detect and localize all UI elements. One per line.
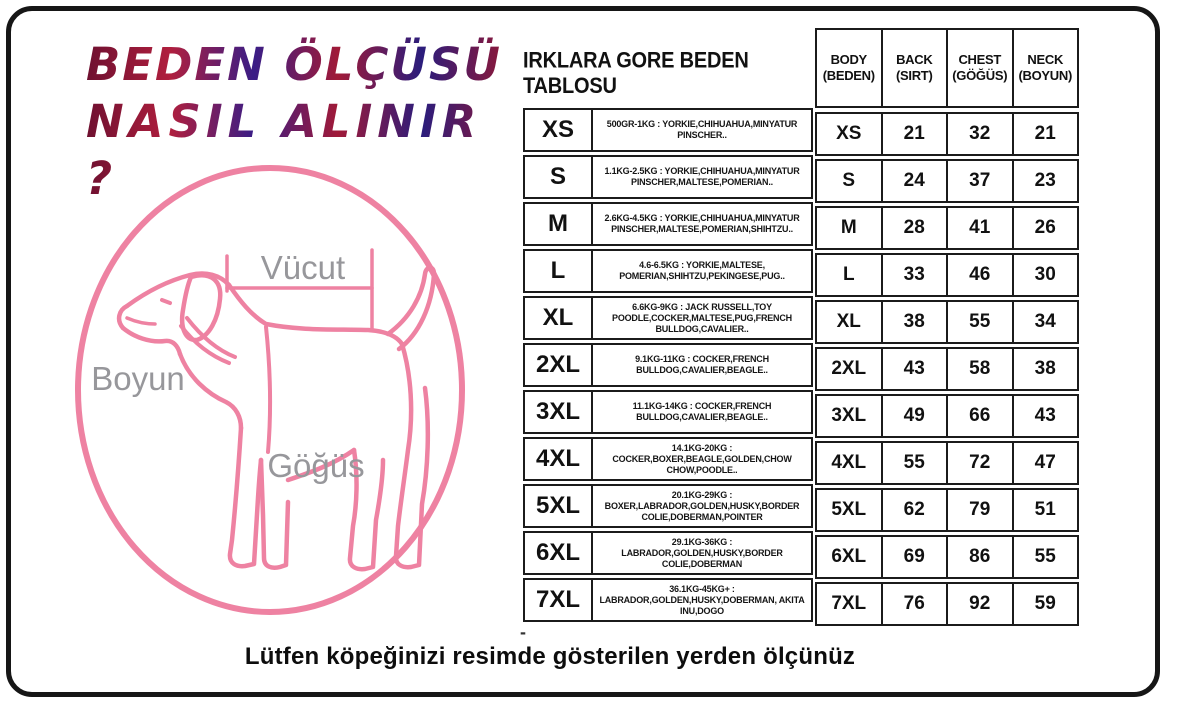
footer-instruction: Lütfen köpeğinizi resimde gösterilen yerden ölçünüz (244, 643, 856, 670)
breed-size-cell: M (525, 204, 593, 244)
back-cell: 28 (883, 208, 949, 248)
size-cell: XL (817, 302, 883, 342)
breed-desc-cell: 9.1KG-11KG : COCKER,FRENCH BULLDOG,CAVALIER,BEAGLE.. (635, 354, 769, 375)
chest-cell: 37 (948, 161, 1014, 201)
measure-row-2xl (815, 347, 1079, 391)
size-cell: M (817, 208, 883, 248)
measure-row-4xl (815, 441, 1079, 485)
size-cell: XS (817, 114, 883, 154)
breed-size-cell: 2XL (525, 345, 593, 385)
col-header-chest: CHEST (GÖĞÜS) (948, 30, 1014, 106)
size-cell: S (817, 161, 883, 201)
measurement-table-header (815, 28, 1079, 108)
measure-row-l (815, 253, 1079, 297)
breed-size-table (523, 46, 813, 625)
measure-row-xl (815, 300, 1079, 344)
chest-cell: 41 (948, 208, 1014, 248)
back-cell: 43 (883, 349, 949, 389)
breed-desc-cell: 14.1KG-20KG : COCKER,BOXER,BEAGLE,GOLDEN,CHOW CHOW,POODLE.. (612, 442, 792, 475)
neck-cell: 23 (1034, 170, 1056, 191)
neck-cell: 59 (1034, 593, 1056, 614)
breed-table-row-2xl (523, 343, 813, 387)
size-cell: 4XL (817, 443, 883, 483)
breed-table-row-xl (523, 296, 813, 340)
back-cell: 62 (883, 490, 949, 530)
neck-cell: 38 (1034, 358, 1056, 379)
breed-size-cell: L (525, 251, 593, 291)
breed-table-row-7xl (523, 578, 813, 622)
measure-row-7xl (815, 582, 1079, 626)
chest-cell: 32 (948, 114, 1014, 154)
breed-size-cell: S (525, 157, 593, 197)
measure-row-m (815, 206, 1079, 250)
measure-row-3xl (815, 394, 1079, 438)
chest-cell: 66 (948, 396, 1014, 436)
breed-table-row-s (523, 155, 813, 199)
neck-cell: 43 (1034, 405, 1056, 426)
measurement-table (815, 28, 1079, 629)
breed-desc-cell: 1.1KG-2.5KG : YORKIE,CHIHUAHUA,MINYATUR PINSCHER,MALTESE,POMERIAN.. (604, 166, 800, 187)
page-title-line2: NASIL ALINIR ? (86, 93, 506, 207)
neck-cell: 30 (1034, 264, 1056, 285)
col-header-back: BACK (SIRT) (883, 30, 949, 106)
back-cell: 24 (883, 161, 949, 201)
label-chest: Göğüs (267, 447, 365, 484)
breed-desc-cell: 6.6KG-9KG : JACK RUSSELL,TOY POODLE,COCKER,MALTESE,PUG,FRENCH BULLDOG,CAVALIER.. (612, 301, 792, 334)
back-cell: 21 (883, 114, 949, 154)
back-cell: 76 (883, 584, 949, 624)
breed-table-row-6xl (523, 531, 813, 575)
chest-cell: 55 (948, 302, 1014, 342)
breed-size-cell: 6XL (525, 533, 593, 573)
chest-cell: 58 (948, 349, 1014, 389)
neck-cell: 51 (1034, 499, 1056, 520)
col-header-body: BODY (BEDEN) (817, 30, 883, 106)
dog-outline-icon (119, 268, 434, 570)
label-neck: Boyun (91, 360, 185, 397)
breed-desc-cell: 36.1KG-45KG+ : LABRADOR,GOLDEN,HUSKY,DOBERMAN, AKITA INU,DOGO (599, 583, 805, 616)
breed-desc-cell: 11.1KG-14KG : COCKER,FRENCH BULLDOG,CAVALIER,BEAGLE.. (632, 401, 772, 422)
breed-table-row-3xl (523, 390, 813, 434)
measure-row-s (815, 159, 1079, 203)
size-cell: L (817, 255, 883, 295)
size-cell: 3XL (817, 396, 883, 436)
size-cell: 7XL (817, 584, 883, 624)
breed-size-cell: 5XL (525, 486, 593, 526)
breed-desc-cell: 29.1KG-36KG : LABRADOR,GOLDEN,HUSKY,BORDER COLIE,DOBERMAN (621, 536, 783, 569)
breed-size-cell: 3XL (525, 392, 593, 432)
breed-table-row-xs (523, 108, 813, 152)
measure-row-xs (815, 112, 1079, 156)
small-dash-mark: - (520, 622, 526, 642)
measure-row-5xl (815, 488, 1079, 532)
back-cell: 49 (883, 396, 949, 436)
back-cell: 69 (883, 537, 949, 577)
chest-cell: 86 (948, 537, 1014, 577)
breed-desc-cell: 20.1KG-29KG : BOXER,LABRADOR,GOLDEN,HUSKY,BORDER COLIE,DOBERMAN,POINTER (604, 489, 800, 522)
page-title-line1: BEDEN ÖLÇÜSÜ (86, 36, 506, 93)
breed-desc-cell: 2.6KG-4.5KG : YORKIE,CHIHUAHUA,MINYATUR PINSCHER,MALTESE,POMERIAN,SHIHTZU.. (604, 213, 800, 234)
size-cell: 5XL (817, 490, 883, 530)
neck-cell: 26 (1034, 217, 1056, 238)
neck-cell: 47 (1034, 452, 1056, 473)
col-header-neck: NECK (BOYUN) (1018, 52, 1072, 83)
chest-cell: 92 (948, 584, 1014, 624)
back-cell: 55 (883, 443, 949, 483)
breed-desc-cell: 500GR-1KG : YORKIE,CHIHUAHUA,MINYATUR PINSCHER.. (606, 119, 798, 140)
chest-cell: 72 (948, 443, 1014, 483)
chest-cell: 46 (948, 255, 1014, 295)
breed-desc-cell: 4.6-6.5KG : YORKIE,MALTESE, POMERIAN,SHIHTZU,PEKINGESE,PUG.. (619, 260, 785, 281)
breed-size-cell: 4XL (525, 439, 593, 479)
label-body: Vücut (260, 249, 346, 286)
breed-table-row-l (523, 249, 813, 293)
neck-cell: 34 (1034, 311, 1056, 332)
breed-size-cell: XL (525, 298, 593, 338)
back-cell: 38 (883, 302, 949, 342)
neck-cell: 21 (1034, 123, 1056, 144)
breed-table-row-m (523, 202, 813, 246)
breed-table-title: IRKLARA GORE BEDEN TABLOSU (523, 48, 749, 99)
measure-row-6xl (815, 535, 1079, 579)
size-cell: 6XL (817, 537, 883, 577)
chest-cell: 79 (948, 490, 1014, 530)
breed-size-cell: XS (525, 110, 593, 150)
size-cell: 2XL (817, 349, 883, 389)
breed-size-cell: 7XL (525, 580, 593, 620)
neck-cell: 55 (1034, 546, 1056, 567)
back-cell: 33 (883, 255, 949, 295)
breed-table-row-4xl (523, 437, 813, 481)
breed-table-row-5xl (523, 484, 813, 528)
